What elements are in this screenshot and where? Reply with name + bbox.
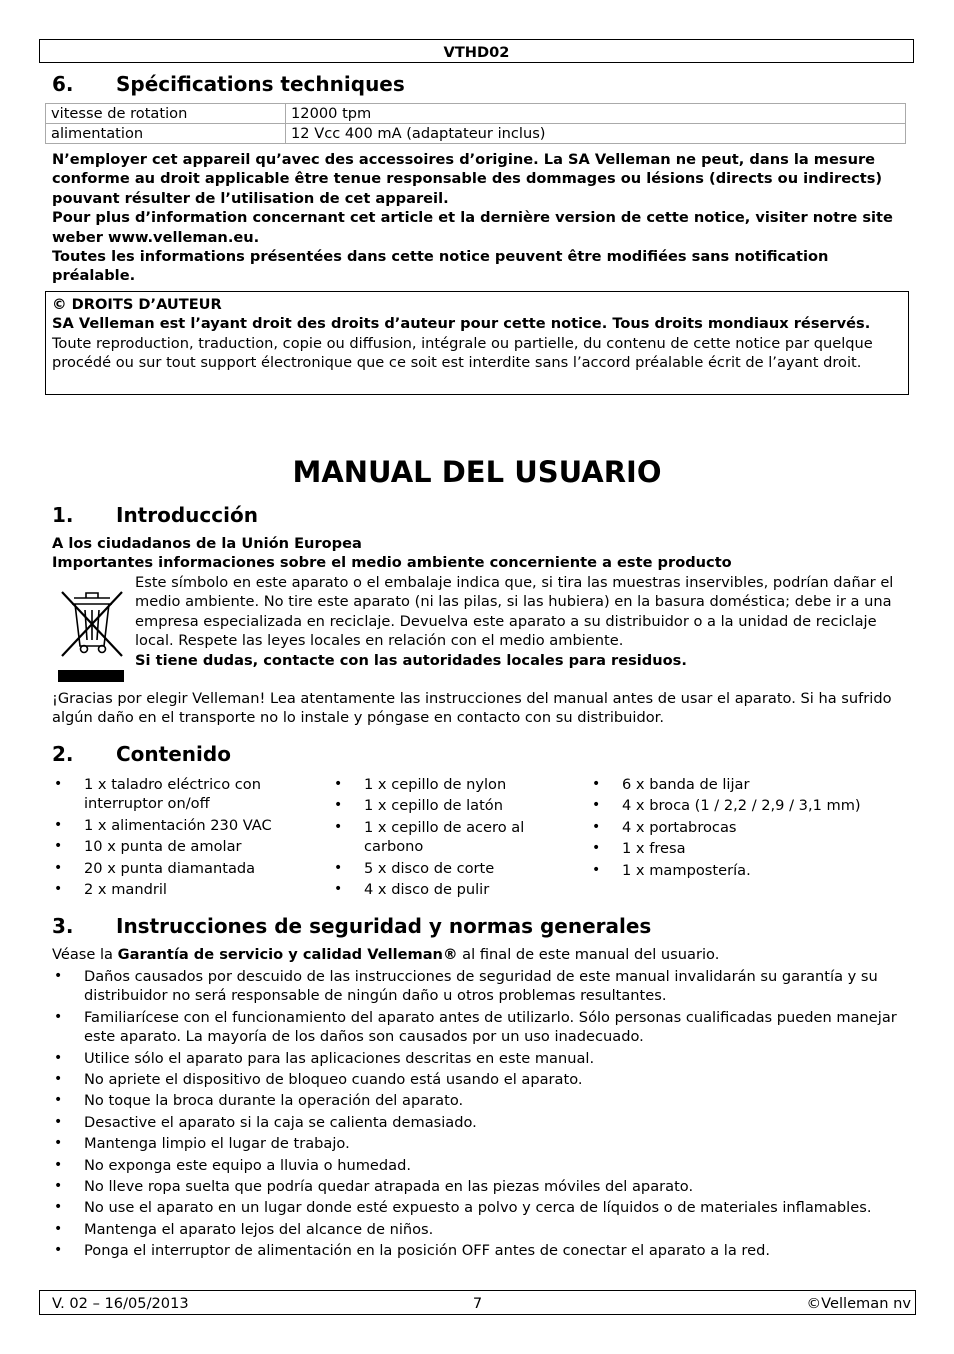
list-item: • 1 x cepillo de acero al carbono [332,818,577,857]
notice-paragraph: N’employer cet appareil qu’avec des accessoires d’origine. La SA Velleman ne peut, dans la mesure conforme au droit applicable être tenue responsable des dommages ou lésions (directs ou indirects) pouvant résulter de l’utilisation de cet appareil. [52,151,883,207]
eu-bold-text: Si tiene dudas, contacte con las autoridades locales para residuos. [135,651,687,669]
spec-label: vitesse de rotation [46,104,286,124]
contents-column-1 [52,775,314,901]
spec-value: 12000 tpm [286,104,906,124]
contents-column-3 [590,775,910,882]
list-item: • Ponga el interruptor de alimentación en la posición OFF antes de conectar el aparato a la red. [52,1241,902,1260]
notice-paragraph: Pour plus d’information concernant cet article et la dernière version de cette notice, visiter notre site weber www.velleman.eu. [52,209,893,246]
list-item: • 4 x broca (1 / 2,2 / 2,9 / 3,1 mm) [590,796,910,815]
page-header [39,39,914,63]
copyright-body: Toute reproduction, traduction, copie ou diffusion, intégrale ou partielle, du contenu de cette notice par quelque procédé ou sur tout support électronique que ce soit est interdite sans l’accord préalable écrit de l’ayant droit. [52,334,873,372]
spec-label: alimentation [46,124,286,144]
list-item: • 1 x cepillo de latón [332,796,577,815]
list-item: • No use el aparato en un lugar donde esté expuesto a polvo y cerca de líquidos o de materiales inflamables. [52,1198,902,1217]
section-number: 3. [52,914,74,938]
section-title: Introducción [116,503,258,527]
eu-heading [52,534,902,573]
list-item: • 1 x alimentación 230 VAC [52,816,314,835]
section-1-heading [52,503,258,527]
footer-version: V. 02 – 16/05/2013 [52,1295,189,1312]
eu-heading-line: A los ciudadanos de la Unión Europea [52,535,362,552]
list-item: • 4 x disco de pulir [332,880,577,899]
list-item: • No apriete el dispositivo de bloqueo cuando está usando el aparato. [52,1070,902,1089]
weee-bin-icon [52,574,132,684]
safety-intro [52,945,902,964]
section-3-heading [52,914,651,938]
section-2-heading [52,742,231,766]
list-item: • 1 x mampostería. [590,861,910,880]
safety-intro-pre: Véase la [52,946,118,963]
copyright-text [52,314,902,372]
list-item: • Desactive el aparato si la caja se calienta demasiado. [52,1113,902,1132]
notice-paragraph: Toutes les informations présentées dans cette notice peuvent être modifiées sans notification préalable. [52,248,829,285]
header-title: VTHD02 [443,44,510,61]
section-number: 6. [52,72,74,96]
thanks-text: ¡Gracias por elegir Velleman! Lea atentamente las instrucciones del manual antes de usar el aparato. Si ha sufrido algún daño en el transporte no lo instale y póngase en contacto con su distribuidor. [52,690,892,727]
list-item: • Mantenga el aparato lejos del alcance de niños. [52,1220,902,1239]
table-row [46,104,906,124]
legal-notice [52,150,902,286]
list-item: • 1 x cepillo de nylon [332,775,577,794]
section-number: 1. [52,503,74,527]
list-item: • No exponga este equipo a lluvia o humedad. [52,1156,902,1175]
list-item: • 10 x punta de amolar [52,837,314,856]
list-item: • 1 x fresa [590,839,910,858]
section-number: 2. [52,742,74,766]
section-6-heading [52,72,405,96]
spec-table [45,103,906,144]
list-item: • 20 x punta diamantada [52,859,314,878]
list-item: • Utilice sólo el aparato para las aplicaciones descritas en este manual. [52,1049,902,1068]
copyright-bold: SA Velleman est l’ayant droit des droits d’auteur pour cette notice. Tous droits mondiaux réservés. [52,315,871,333]
table-row [46,124,906,144]
list-item: • Familiarícese con el funcionamiento del aparato antes de utilizarlo. Sólo personas cualificadas pueden manejar este aparato. La mayoría de los daños son causados por un uso inadecuado. [52,1008,902,1047]
list-item: • No lleve ropa suelta que podría quedar atrapada en las piezas móviles del aparato. [52,1177,902,1196]
section-title: Contenido [116,742,231,766]
list-item: • 5 x disco de corte [332,859,577,878]
thanks-paragraph [52,689,902,728]
footer-copyright: ©Velleman nv [806,1295,911,1312]
list-item: • 4 x portabrocas [590,818,910,837]
eu-info [135,573,905,670]
list-item: • 1 x taladro eléctrico con interruptor on/off [52,775,314,814]
footer-page-number: 7 [472,1295,483,1312]
section-title: Instrucciones de seguridad y normas generales [116,914,652,938]
safety-intro-bold: Garantía de servicio y calidad Velleman® [117,946,458,963]
list-item: • 2 x mandril [52,880,314,899]
page-footer [39,1290,916,1315]
list-item: • 6 x banda de lijar [590,775,910,794]
main-title: MANUAL DEL USUARIO [292,455,662,489]
copyright-box [45,291,909,395]
safety-intro-post: al final de este manual del usuario. [457,946,720,963]
eu-text: Este símbolo en este aparato o el embalaje indica que, si tira las muestras inservibles, podrían dañar el medio ambiente. No tire este aparato (ni las pilas, si las hubiera) en la basura doméstica; debe ir a una empresa especializada en reciclaje. Devuelva este aparato a su distribuidor o a la unidad de reciclaje local. Respete las leyes locales en relación con el medio ambiente. [135,574,894,650]
list-item: • Daños causados por descuido de las instrucciones de seguridad de este manual invalidarán su garantía y su distribuidor no será responsable de ningún daño u otros problemas resultantes. [52,967,902,1006]
eu-heading-line: Importantes informaciones sobre el medio ambiente concerniente a este producto [52,554,732,572]
contents-column-2 [332,775,577,901]
safety-list [52,967,902,1263]
section-title: Spécifications techniques [116,72,405,96]
spec-value: 12 Vcc 400 mA (adaptateur inclus) [286,124,906,144]
list-item: • Mantenga limpio el lugar de trabajo. [52,1134,902,1153]
copyright-title: © DROITS D’AUTEUR [52,296,222,313]
list-item: • No toque la broca durante la operación del aparato. [52,1091,902,1110]
